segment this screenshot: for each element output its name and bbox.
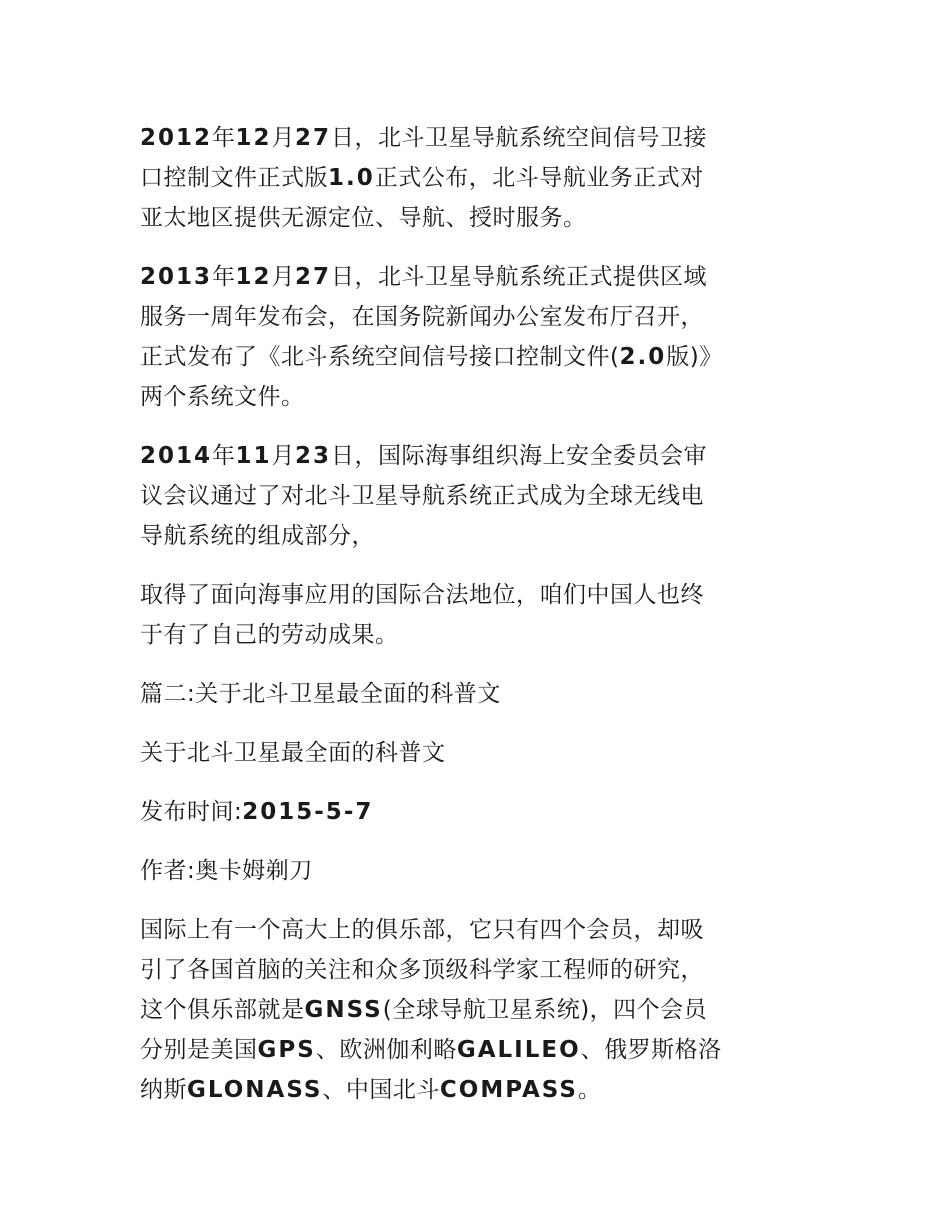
paragraph bbox=[140, 575, 800, 655]
text-line bbox=[140, 118, 800, 158]
bold-text-run: 27 bbox=[295, 125, 332, 151]
bold-text-run: 11 bbox=[235, 443, 272, 469]
text-run: 。 bbox=[577, 1077, 602, 1103]
text-run: 年 bbox=[212, 125, 236, 151]
text-run: 取得了面向海事应用的国际合法地位，咱们中国人也终 bbox=[140, 582, 704, 608]
text-run: 关于北斗卫星最全面的科普文 bbox=[140, 740, 446, 766]
bold-text-run: 1.0 bbox=[328, 165, 375, 191]
text-run: 导航系统的组成部分， bbox=[140, 523, 375, 549]
text-run: 正式发布了《北斗系统空间信号接口控制文件( bbox=[140, 344, 620, 370]
bold-text-run: COMPASS bbox=[439, 1077, 578, 1103]
text-run: 日，国际海事组织海上安全委员会审 bbox=[331, 443, 708, 469]
text-line bbox=[140, 950, 800, 990]
text-line bbox=[140, 990, 800, 1030]
text-line bbox=[140, 257, 800, 297]
text-run: 亚太地区提供无源定位、导航、授时服务。 bbox=[140, 205, 587, 231]
text-run: 月 bbox=[271, 443, 296, 469]
text-run: 版)》 bbox=[666, 344, 723, 370]
text-run: 发布时间: bbox=[140, 799, 243, 825]
text-run: 月 bbox=[271, 125, 296, 151]
text-line bbox=[140, 851, 800, 891]
text-line bbox=[140, 377, 800, 417]
bold-text-run: 27 bbox=[295, 264, 332, 290]
text-line bbox=[140, 516, 800, 556]
bold-text-run: 2.0 bbox=[619, 344, 667, 370]
paragraph bbox=[140, 792, 800, 832]
text-run: 口控制文件正式版 bbox=[140, 165, 328, 191]
paragraph bbox=[140, 733, 800, 773]
bold-text-run: GLONASS bbox=[187, 1077, 323, 1103]
text-run: 年 bbox=[212, 443, 236, 469]
text-line bbox=[140, 575, 800, 615]
text-line bbox=[140, 337, 800, 377]
text-run: 分别是美国 bbox=[140, 1037, 258, 1063]
paragraph bbox=[140, 674, 800, 714]
text-run: 议会议通过了对北斗卫星导航系统正式成为全球无线电 bbox=[140, 483, 704, 509]
text-line bbox=[140, 297, 800, 337]
bold-text-run: 2013 bbox=[140, 264, 213, 290]
text-run: 、中国北斗 bbox=[322, 1077, 440, 1103]
text-line bbox=[140, 674, 800, 714]
text-line bbox=[140, 910, 800, 950]
text-line bbox=[140, 436, 800, 476]
text-run: 、欧洲伽利略 bbox=[315, 1037, 457, 1063]
text-run: 这个俱乐部就是 bbox=[140, 997, 305, 1023]
bold-text-run: GNSS bbox=[304, 997, 383, 1023]
text-run: 正式公布，北斗导航业务正式对 bbox=[374, 165, 704, 191]
text-line bbox=[140, 1030, 800, 1070]
text-run: 日，北斗卫星导航系统空间信号卫接 bbox=[331, 125, 708, 151]
paragraph bbox=[140, 118, 800, 238]
text-line bbox=[140, 198, 800, 238]
bold-text-run: 12 bbox=[235, 264, 272, 290]
text-run: 篇二:关于北斗卫星最全面的科普文 bbox=[140, 681, 501, 707]
bold-text-run: 23 bbox=[295, 443, 332, 469]
text-run: 纳斯 bbox=[140, 1077, 187, 1103]
bold-text-run: 2012 bbox=[140, 125, 213, 151]
paragraph bbox=[140, 910, 800, 1110]
text-line bbox=[140, 158, 800, 198]
text-run: 于有了自己的劳动成果。 bbox=[140, 622, 399, 648]
bold-text-run: GPS bbox=[257, 1037, 316, 1063]
text-run: 日，北斗卫星导航系统正式提供区域 bbox=[331, 264, 708, 290]
paragraph bbox=[140, 436, 800, 556]
bold-text-run: GALILEO bbox=[456, 1037, 581, 1063]
text-line bbox=[140, 615, 800, 655]
text-run: 、俄罗斯格洛 bbox=[580, 1037, 722, 1063]
text-run: 服务一周年发布会，在国务院新闻办公室发布厅召开， bbox=[140, 304, 704, 330]
text-run: 月 bbox=[271, 264, 296, 290]
text-run: 作者:奥卡姆剃刀 bbox=[140, 858, 313, 884]
bold-text-run: 12 bbox=[235, 125, 272, 151]
text-line bbox=[140, 792, 800, 832]
text-run: 年 bbox=[212, 264, 236, 290]
text-run: 两个系统文件。 bbox=[140, 384, 305, 410]
text-line bbox=[140, 476, 800, 516]
text-run: (全球导航卫星系统)，四个会员 bbox=[382, 997, 708, 1023]
text-line bbox=[140, 1070, 800, 1110]
paragraph bbox=[140, 257, 800, 417]
text-line bbox=[140, 733, 800, 773]
bold-text-run: 2014 bbox=[140, 443, 213, 469]
text-run: 引了各国首脑的关注和众多顶级科学家工程师的研究， bbox=[140, 957, 704, 983]
bold-text-run: 2015-5-7 bbox=[242, 799, 374, 825]
text-run: 国际上有一个高大上的俱乐部，它只有四个会员，却吸 bbox=[140, 917, 704, 943]
document-page bbox=[140, 118, 800, 1129]
paragraph bbox=[140, 851, 800, 891]
